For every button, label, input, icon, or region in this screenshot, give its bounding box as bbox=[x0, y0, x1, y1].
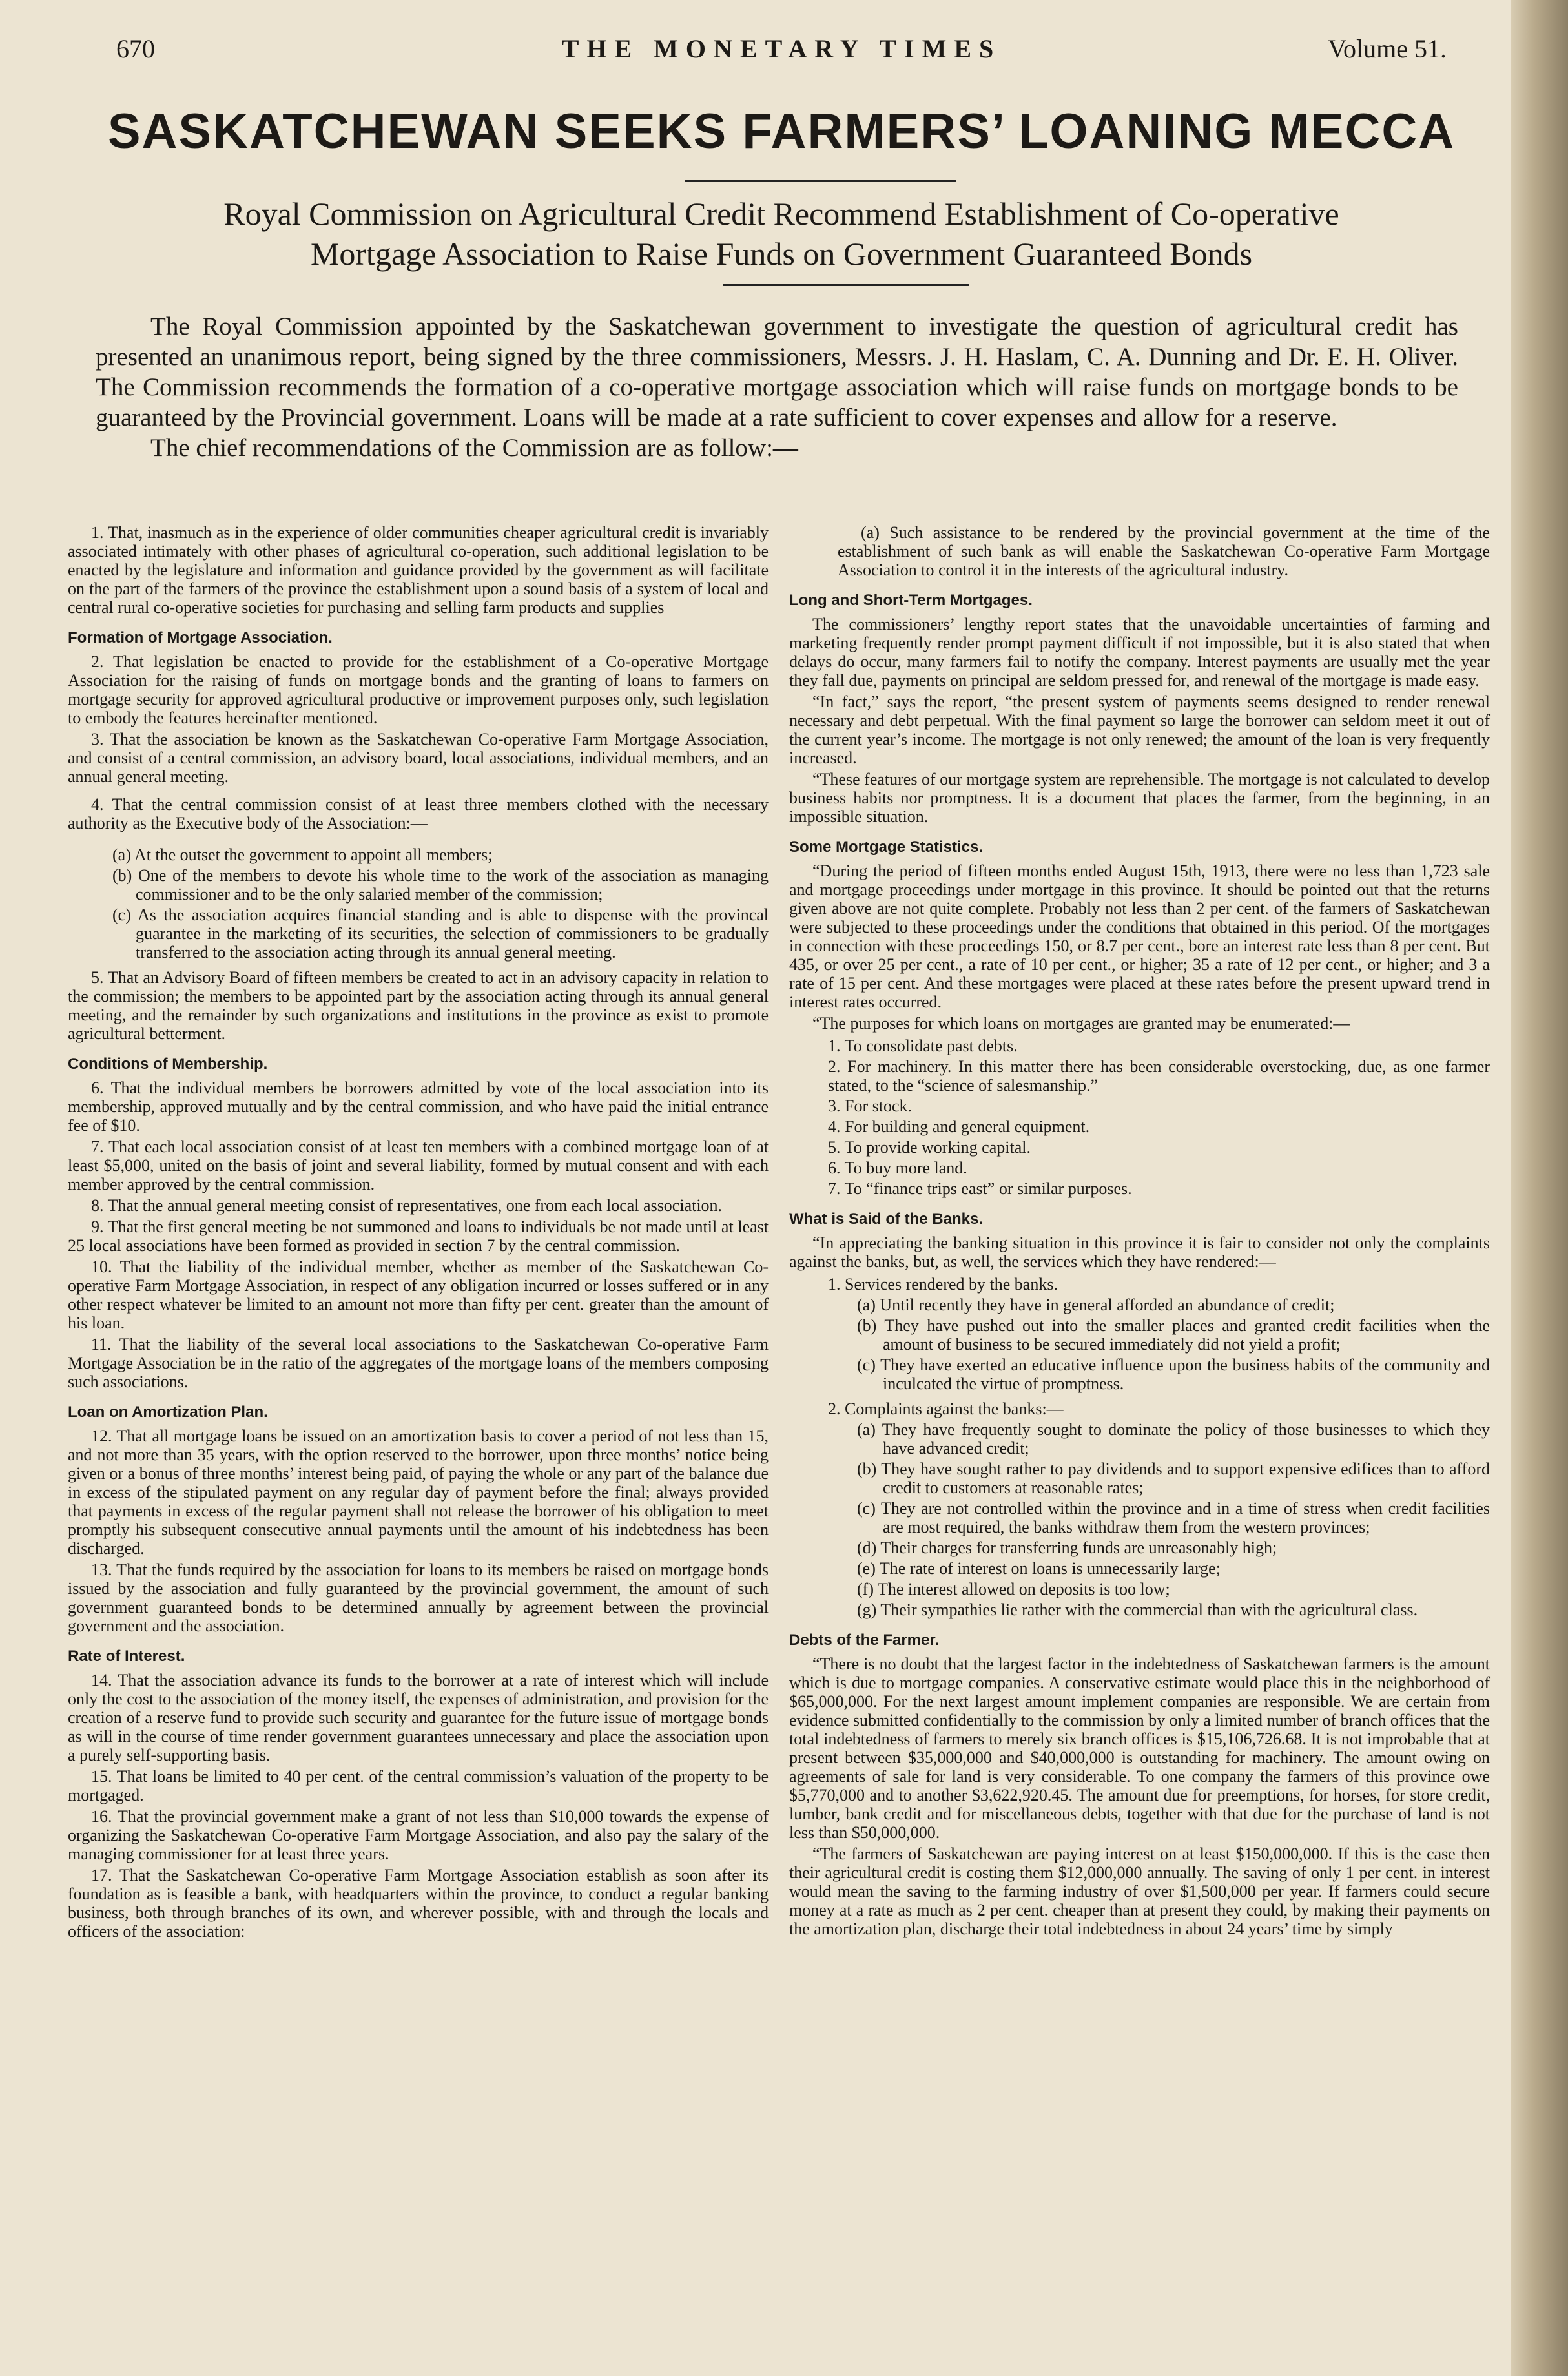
recommendation-17a: (a) Such assistance to be rendered by the provincial government at the time of the establishment of such bank as will enable the Saskatchewan Co-operative Farm Mortgage Association to control it in the interests of the agricultural industry. bbox=[838, 523, 1490, 579]
purposes-list bbox=[789, 1037, 1490, 1198]
section-heading-formation: Formation of Mortgage Association. bbox=[68, 629, 333, 646]
recommendation-13: 13. That the funds required by the association for loans to its members be raised on mortgage bonds issued by the association and fully guaranteed by the provincial government, the amount of such government guaranteed bonds to be determined annually by agreement between the provincial government and the association. bbox=[68, 1560, 769, 1635]
bank-complaint-item: (f) The interest allowed on deposits is too low; bbox=[857, 1580, 1170, 1598]
recommendation-16: 16. That the provincial government make a grant of not less than $10,000 towards the expense of organizing the Saskatchewan Co-operative Farm Mortgage Association, and also pay the salary of the managing commissioner for at least three years. bbox=[68, 1807, 769, 1863]
page-gutter bbox=[1511, 0, 1568, 2376]
masthead: THE MONETARY TIMES bbox=[561, 34, 1002, 63]
purpose-item: 1. To consolidate past debts. bbox=[828, 1037, 1018, 1055]
recommendation-9: 9. That the first general meeting be not summoned and loans to individuals be not made until at least 25 local associations have been formed as provided in section 7 by the central commission. bbox=[68, 1217, 769, 1255]
recommendation-6: 6. That the individual members be borrowers admitted by vote of the local association into its membership, approved mutually and by the central commission, and who have paid the initial entrance fee of $10. bbox=[68, 1079, 769, 1135]
bank-service-item: (a) Until recently they have in general afforded an abundance of credit; bbox=[857, 1296, 1335, 1314]
bank-service-item: (c) They have exerted an educative influence upon the business habits of the community and inculcated the virtue of promptness. bbox=[857, 1356, 1490, 1393]
recommendation-2: 2. That legislation be enacted to provide for the establishment of a Co-operative Mortgage Association for the raising of funds on mortgage bonds and the granting of loans to farmers on mortgage security for approved agricultural productive or improvement purposes only, such legislation to embody the features hereinafter mentioned. bbox=[68, 652, 769, 727]
recommendation-4: 4. That the central commission consist of at least three members clothed with the necessary authority as the Executive body of the Association:— bbox=[68, 795, 769, 832]
purpose-item: 6. To buy more land. bbox=[828, 1159, 967, 1177]
section-heading-short-term: Long and Short-Term Mortgages. bbox=[789, 592, 1033, 609]
short-term-paragraph-3: “These features of our mortgage system are reprehensible. The mortgage is not calculated to develop business habits nor promptness. It is a document that places the farmer, from the beginning, in an impossible situation. bbox=[789, 770, 1490, 826]
bank-complaint-item: (c) They are not controlled within the province and in a time of stress when credit facilities are most required, the banks withdraw them from the western provinces; bbox=[857, 1499, 1490, 1536]
bank-complaint-item: (a) They have frequently sought to dominate the policy of those businesses to which they have advanced credit; bbox=[857, 1420, 1490, 1458]
page-number: 670 bbox=[116, 34, 155, 63]
bank-complaint-item: (g) Their sympathies lie rather with the commercial than with the agricultural class. bbox=[857, 1600, 1418, 1619]
deck-rule bbox=[723, 284, 969, 286]
recommendation-14: 14. That the association advance its funds to the borrower at a rate of interest which will include only the cost to the association of the money itself, the expenses of administration, and provision for the creation of a reserve fund to provide such security and guarantee for the future issue of mortgage bonds as will in the course of time render government guarantees unnecessary and place the association upon a purely self-supporting basis. bbox=[68, 1671, 769, 1764]
recommendation-7: 7. That each local association consist of at least ten members with a combined mortgage loan of at least $5,000, united on the basis of joint and several liability, formed by mutual consent and with each member approved by the central commission. bbox=[68, 1137, 769, 1193]
subheadline-line-1: Royal Commission on Agricultural Credit Recommend Establishment of Co-operative bbox=[223, 196, 1339, 232]
purpose-item: 4. For building and general equipment. bbox=[828, 1117, 1090, 1136]
lead-intro-list: The chief recommendations of the Commission are as follow:— bbox=[150, 434, 798, 462]
bank-complaints-list bbox=[789, 1400, 1490, 1619]
section-heading-banks: What is Said of the Banks. bbox=[789, 1210, 984, 1228]
headline-rule bbox=[685, 180, 956, 182]
bank-services-heading: 1. Services rendered by the banks. bbox=[828, 1275, 1058, 1294]
section-heading-rate: Rate of Interest. bbox=[68, 1648, 185, 1665]
debts-paragraph-1: “There is no doubt that the largest factor in the indebtedness of Saskatchewan farmers is the amount which is due to mortgage companies. A conservative estimate would place this in the neighborhood of $65,000,000. For the next largest amount implement companies are responsible. We are certain from evidence submitted confidentially to the commission by only a limited number of branch offices that the total indebtedness of farmers to merely six branch offices is $15,106,726.68. It is not improbable that at present between $35,000,000 and $40,000,000 is outstanding for machinery. The amount owing on agreements of sale for land is very considerable. To one company the farmers of this province owe $5,770,000 and to another $3,622,920.45. The amount due for preemptions, for horses, for store credit, lumber, bank credit and for miscellaneous debts, together with that due for the purchase of land is not less than $50,000,000. bbox=[789, 1655, 1490, 1842]
volume-label: Volume 51. bbox=[1328, 34, 1447, 63]
short-term-paragraph-2: “In fact,” says the report, “the present system of payments seems designed to render renewal necessary and debt perpetual. With the final payment so large the borrower can seldom meet it out of the current year’s income. The mortgage is not only renewed; the amount of the loan is very frequently increased. bbox=[789, 692, 1490, 767]
bank-complaint-item: (d) Their charges for transferring funds are unreasonably high; bbox=[857, 1538, 1277, 1557]
statistics-paragraph-2: “The purposes for which loans on mortgages are granted may be enumerated:— bbox=[812, 1014, 1350, 1033]
recommendation-8: 8. That the annual general meeting consist of representatives, one from each local association. bbox=[91, 1196, 723, 1215]
banks-paragraph: “In appreciating the banking situation in this province it is fair to consider not only the complaints against the banks, but, as well, the services which they have rendered:— bbox=[789, 1234, 1490, 1271]
purpose-item: 3. For stock. bbox=[828, 1097, 912, 1115]
recommendation-4c: (c) As the association acquires financial standing and is able to dispense with the provincal guarantee in the marketing of its securities, the selection of commissioners to be gradually transferred to the association acting through its annual general meeting. bbox=[112, 905, 769, 962]
purpose-item: 2. For machinery. In this matter there has been considerable overstocking, due, as one farmer stated, to the “science of salesmanship.” bbox=[828, 1057, 1490, 1095]
recommendation-5: 5. That an Advisory Board of fifteen members be created to act in an advisory capacity in relation to the commission; the members to be appointed part by the association acting through its annual general meeting, and the remainder by such organizations and institutions in the province as exist to promote agricultural betterment. bbox=[68, 968, 769, 1043]
section-heading-debts: Debts of the Farmer. bbox=[789, 1631, 940, 1649]
right-column bbox=[789, 523, 1490, 1941]
lead-paragraph bbox=[96, 311, 1458, 463]
bank-complaints-heading: 2. Complaints against the banks:— bbox=[828, 1400, 1064, 1418]
subheadline-line-2: Mortgage Association to Raise Funds on Government Guaranteed Bonds bbox=[310, 236, 1253, 272]
purpose-item: 5. To provide working capital. bbox=[828, 1138, 1031, 1157]
bank-services-list bbox=[789, 1275, 1490, 1393]
short-term-paragraph-1: The commissioners’ lengthy report states that the unavoidable uncertainties of farming and marketing frequently render prompt payment difficult if not impossible, but it is also stated that when delays do occur, many farmers fail to notify the company. Interest payments are usually met the year they fall due, payments on principal are seldom pressed for, and renewal of the mortgage is made easy. bbox=[789, 615, 1490, 690]
bank-service-item: (b) They have pushed out into the smaller places and granted credit facilities when the amount of business to be secured immediately did not yield a profit; bbox=[857, 1316, 1490, 1354]
lead-text: The Royal Commission appointed by the Saskatchewan government to investigate the question of agricultural credit has presented an unanimous report, being signed by the three commissioners, Messrs. J. H. Haslam, C. A. Dunning and Dr. E. H. Oliver. The Commission recommends the formation of a co-operative mortgage association which will raise funds on mortgage bonds to be guaranteed by the Provincial government. Loans will be made at a rate sufficient to cover expenses and allow for a reserve. bbox=[96, 313, 1458, 431]
recommendation-12: 12. That all mortgage loans be issued on an amortization basis to cover a period of not less than 15, and not more than 35 years, with the option reserved to the borrower, upon three months’ notice being given or a bonus of three months’ interest being paid, of paying the whole or any part of the balance due in excess of the stipulated payment on any regular day of payment before the final; always provided that payments in excess of the regular payment shall not release the borrower of his obligation to meet promptly his subsequent consecutive annual payments until the amount of his indebtedness has been discharged. bbox=[68, 1427, 769, 1558]
running-header bbox=[116, 34, 1447, 72]
debts-paragraph-2: “The farmers of Saskatchewan are paying interest on at least $150,000,000. If this is the case then their agricultural credit is costing them $12,000,000 annually. The saving of only 1 per cent. in interest would mean the saving to the farming industry of over $1,500,000 per year. If farmers could secure money at a rate as much as 2 per cent. cheaper than at present they could, by making their payments on the amortization plan, discharge their total indebtedness in about 24 years’ time by simply bbox=[789, 1844, 1490, 1938]
recommendation-1: 1. That, inasmuch as in the experience of older communities cheaper agricultural credit is invariably associated intimately with other phases of agricultural co-operation, such additional legislation to be enacted by the legislature and information and guidance provided by the government as will facilitate on the part of the farmers of the province the establishment upon a sound basis of a system of local and central rural co-operative societies for purchasing and selling farm products and supplies bbox=[68, 523, 769, 617]
subheadline bbox=[90, 194, 1472, 274]
section-heading-statistics: Some Mortgage Statistics. bbox=[789, 838, 984, 856]
recommendation-3: 3. That the association be known as the Saskatchewan Co-operative Farm Mortgage Association, and consist of a central commission, an advisory board, local associations, individual members, and an annual general meeting. bbox=[68, 730, 769, 786]
recommendation-4a: (a) At the outset the government to appoint all members; bbox=[112, 845, 493, 864]
purpose-item: 7. To “finance trips east” or similar purposes. bbox=[828, 1179, 1132, 1198]
bank-complaint-item: (b) They have sought rather to pay dividends and to support expensive edifices than to afford credit to customers at reasonable rates; bbox=[857, 1460, 1490, 1497]
headline: SASKATCHEWAN SEEKS FARMERS’ LOANING MECCA bbox=[107, 104, 1456, 159]
recommendation-11: 11. That the liability of the several local associations to the Saskatchewan Co-operative Farm Mortgage Association be in the ratio of the aggregates of the mortgage loans of the members composing such associations. bbox=[68, 1335, 769, 1391]
recommendation-4-list bbox=[68, 845, 769, 962]
recommendation-10: 10. That the liability of the individual member, whether as member of the Saskatchewan Co-operative Farm Mortgage Association, in respect of any obligation incurred or losses suffered or in any other respect whatever be limited to an amount not more than fifty per cent. greater than the amount of his loan. bbox=[68, 1257, 769, 1332]
left-column bbox=[68, 523, 769, 1943]
statistics-paragraph-1: “During the period of fifteen months ended August 15th, 1913, there were no less than 1,723 sale and mortgage proceedings under mortgage in this province. It should be pointed out that the returns given above are not quite complete. Probably not less than 2 per cent. of the farmers of Saskatchewan were subjected to these proceedings under the conditions that obtained in this period. Of the mortgages in connection with these proceedings 150, or 8.7 per cent., bore an interest rate less than 8 per cent. But 435, or over 25 per cent., a rate of 10 per cent., or higher; 35 a rate of 12 per cent., or higher; and 3 a rate of 15 per cent. And these mortgages were placed at these rates before the present upward trend in interest rates occurred. bbox=[789, 862, 1490, 1011]
section-heading-conditions: Conditions of Membership. bbox=[68, 1055, 268, 1073]
bank-complaint-item: (e) The rate of interest on loans is unnecessarily large; bbox=[857, 1559, 1221, 1578]
recommendation-15: 15. That loans be limited to 40 per cent. of the central commission’s valuation of the property to be mortgaged. bbox=[68, 1767, 769, 1804]
section-heading-loan: Loan on Amortization Plan. bbox=[68, 1403, 268, 1421]
recommendation-17: 17. That the Saskatchewan Co-operative Farm Mortgage Association establish as soon after its foundation as is feasible a bank, with headquarters within the province, to conduct a regular banking business, both through branches of its own, and wherever possible, with and through the locals and officers of the association: bbox=[68, 1866, 769, 1941]
recommendation-4b: (b) One of the members to devote his whole time to the work of the association as managing commissioner and to be the only salaried member of the commission; bbox=[112, 866, 769, 904]
